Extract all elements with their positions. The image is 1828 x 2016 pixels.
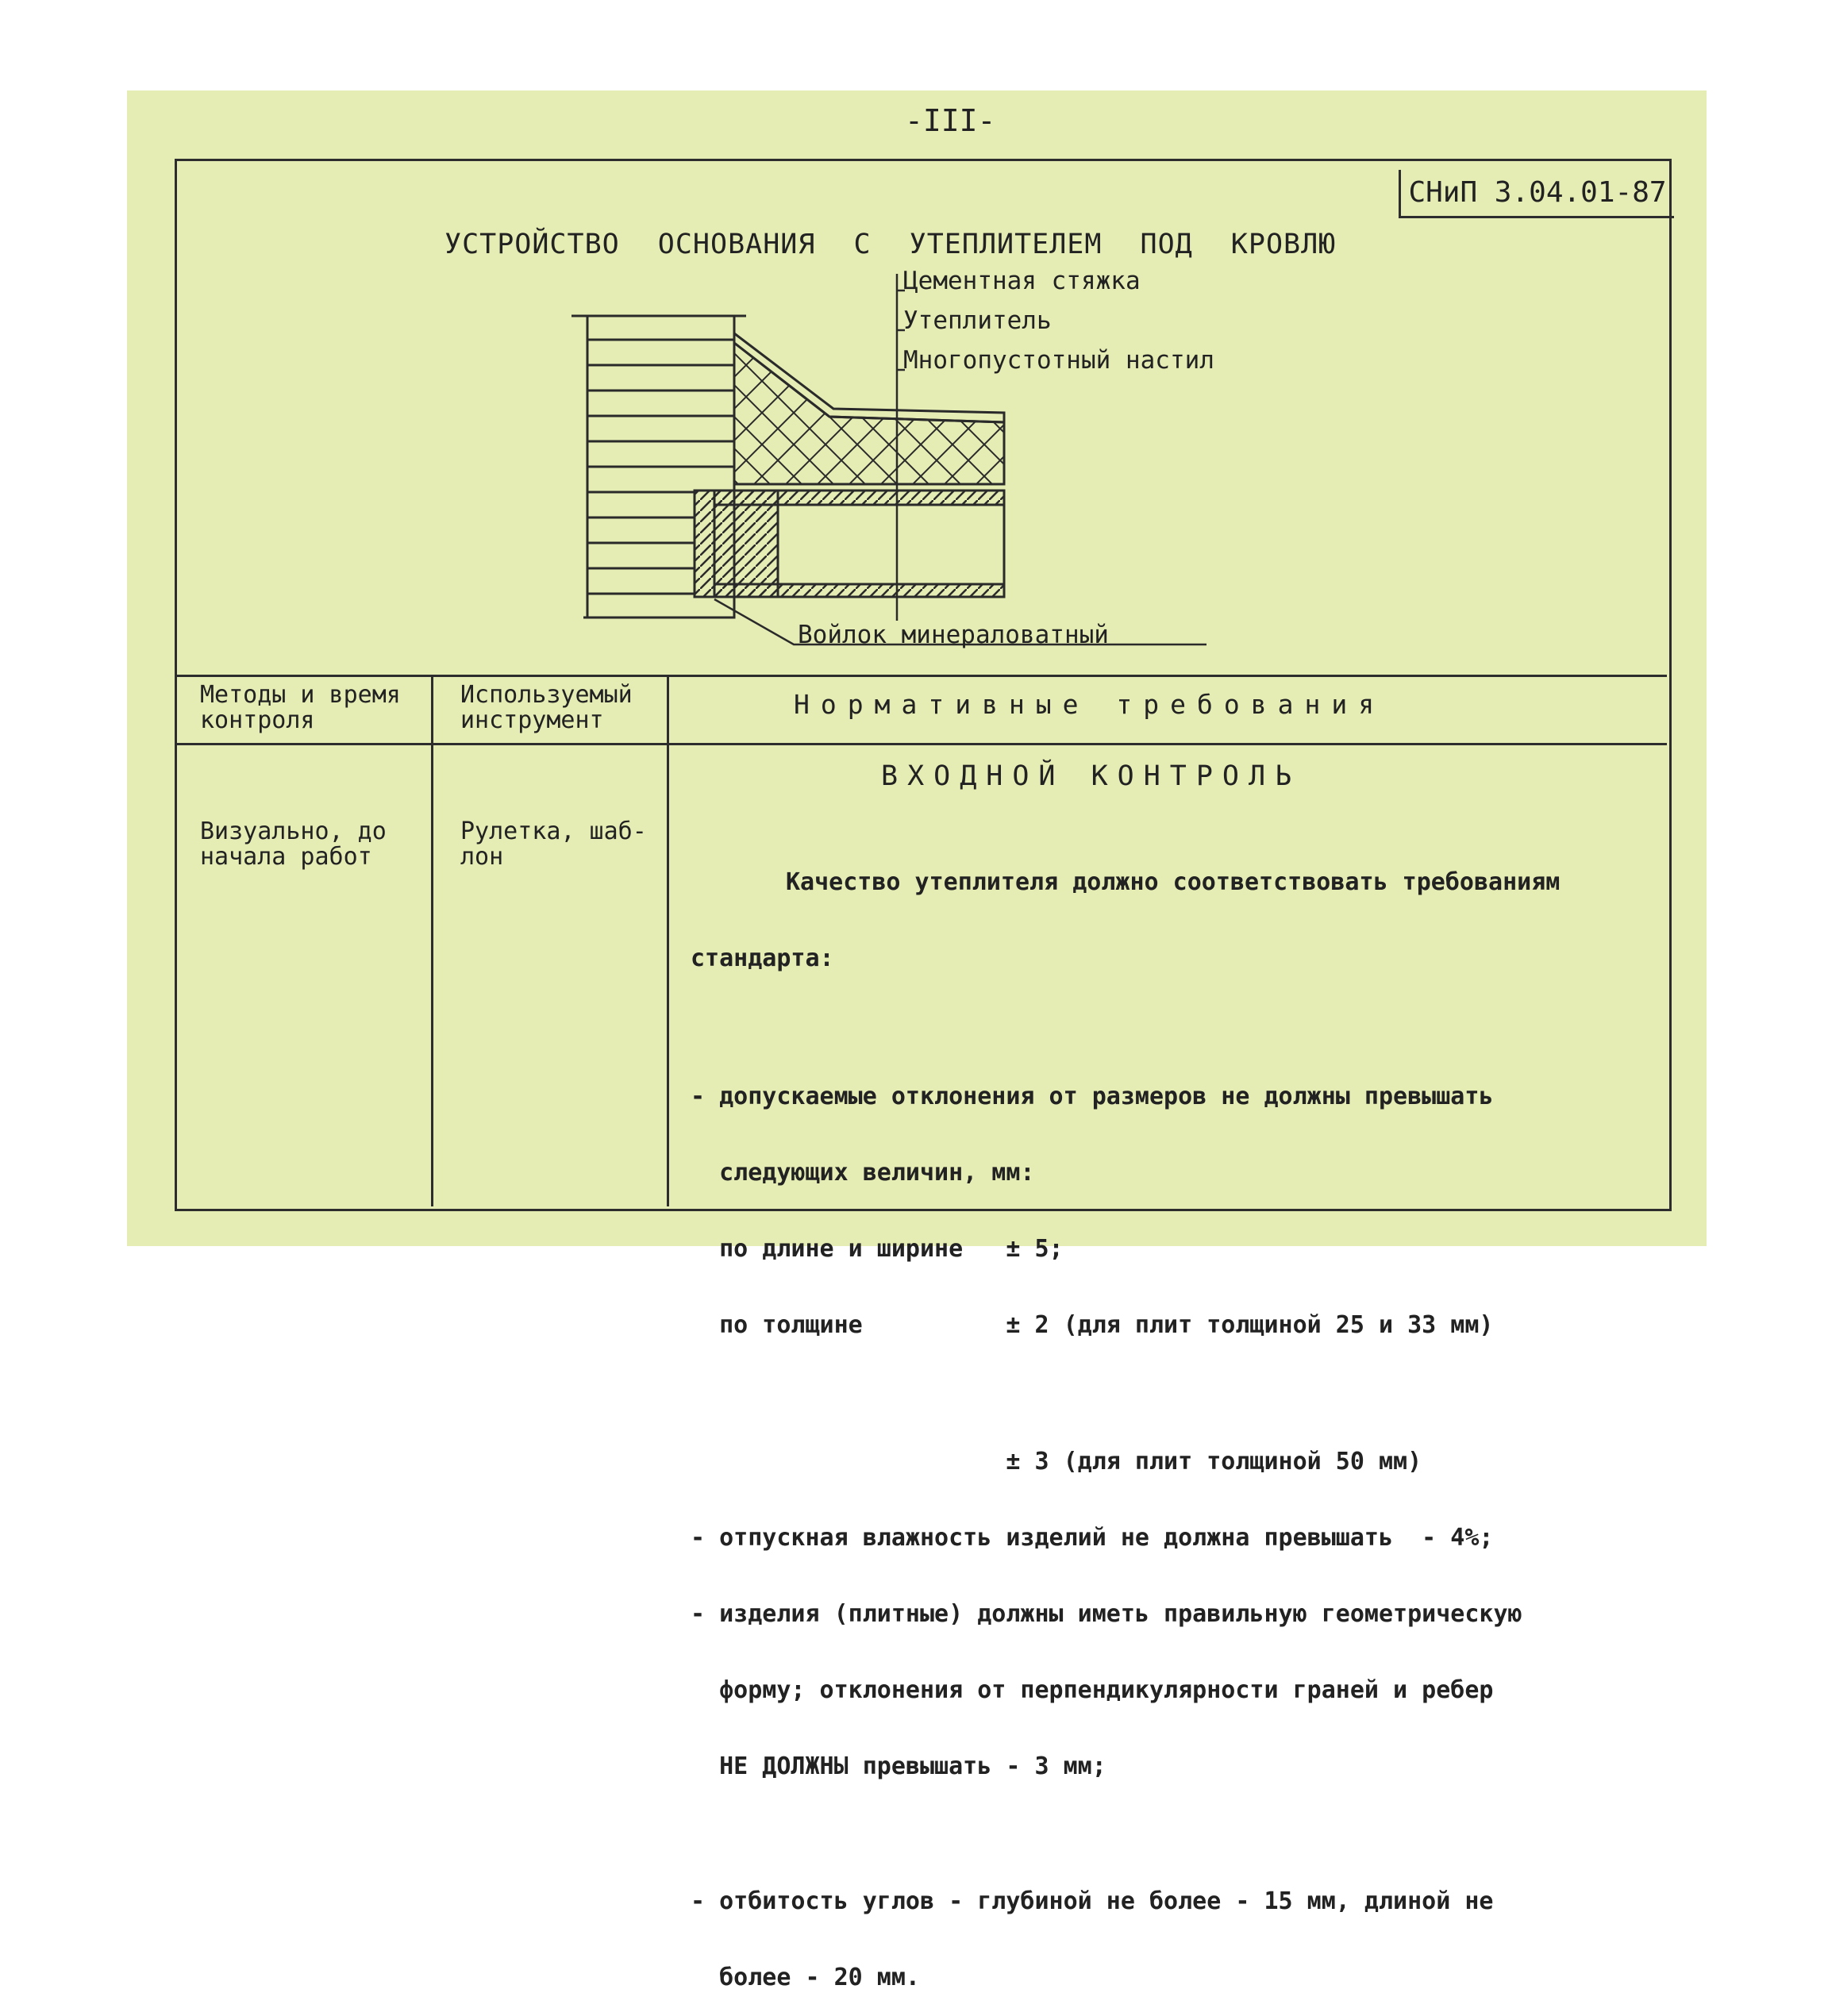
req-line: Качество утеплителя должно соответствовать требованиям — [786, 868, 1561, 896]
header-requirements: Нормативные требования — [794, 689, 1386, 720]
page-title: УСТРОЙСТВО ОСНОВАНИЯ С УТЕПЛИТЕЛЕМ ПОД КРОВЛЮ — [444, 229, 1337, 260]
header-methods-line1: Методы и время — [200, 681, 401, 709]
req-line: стандарта: — [691, 945, 834, 972]
req-line: следующих величин, мм: — [691, 1159, 1035, 1187]
page-number: -III- — [905, 103, 996, 138]
label-cement-screed: Цементная стяжка — [903, 267, 1141, 295]
hollow-core-slab — [714, 491, 1004, 597]
cell-instrument — [460, 819, 647, 870]
header-methods-line2: контроля — [200, 706, 315, 734]
req-line: НЕ ДОЛЖНЫ превышать - 3 мм; — [691, 1752, 1106, 1780]
table-header-rule — [175, 743, 1667, 745]
req-line: форму; отклонения от перпендикулярности граней и ребер — [691, 1676, 1494, 1704]
cell-method-line2: начала работ — [200, 843, 372, 871]
header-instrument — [460, 683, 633, 733]
table-col-divider-2 — [667, 675, 669, 1206]
requirements-text — [691, 819, 1560, 2016]
label-mineral-felt: Войлок минераловатный — [798, 621, 1109, 649]
header-instrument-line1: Используемый — [460, 681, 633, 709]
cell-method-line1: Визуально, до — [200, 818, 387, 845]
req-line: - отпускная влажность изделий не должна превышать - 4%; — [691, 1524, 1494, 1552]
cell-instrument-line1: Рулетка, шаб- — [460, 818, 647, 845]
section-title: ВХОДНОЙ КОНТРОЛЬ — [881, 760, 1302, 792]
cell-method — [200, 819, 387, 870]
cell-instrument-line2: лон — [460, 843, 504, 871]
table-col-divider-1 — [431, 675, 433, 1206]
req-line: более - 20 мм. — [691, 1964, 920, 1991]
mineral-felt — [695, 491, 714, 597]
req-line: - отбитость углов - глубиной не более - 15 мм, длиной не — [691, 1887, 1494, 1915]
header-methods — [200, 683, 401, 733]
table-top-rule — [175, 675, 1667, 677]
label-insulation: Утеплитель — [903, 306, 1052, 335]
doc-code: СНиП 3.04.01-87 — [1408, 176, 1667, 209]
req-line: - изделия (плитные) должны иметь правильную геометрическую — [691, 1600, 1522, 1628]
label-hollow-core-slab: Многопустотный настил — [903, 346, 1214, 375]
req-line: по толщине ± 2 (для плит толщиной 25 и 33 мм) — [691, 1311, 1494, 1339]
req-line: по длине и ширине ± 5; — [691, 1235, 1064, 1263]
req-line: - допускаемые отклонения от размеров не должны превышать — [691, 1083, 1494, 1110]
header-instrument-line2: инструмент — [460, 706, 604, 734]
req-line: ± 3 (для плит толщиной 50 мм) — [691, 1448, 1422, 1475]
